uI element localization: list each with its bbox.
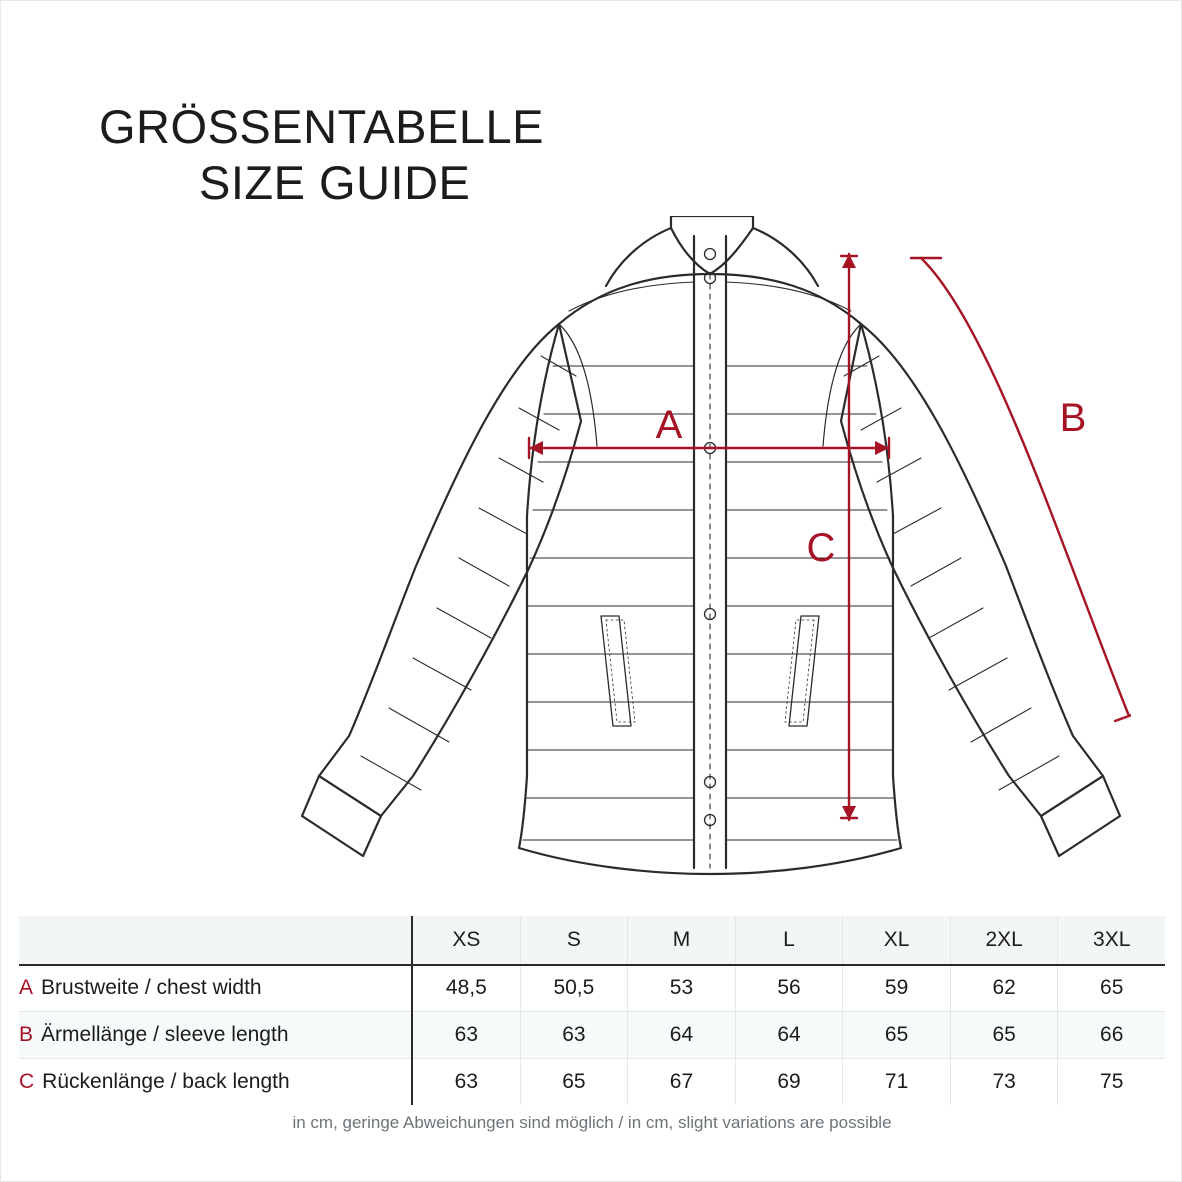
cell-chest-3xl: 65 <box>1058 965 1165 1012</box>
label-c: C <box>806 526 836 570</box>
header-size-xl: XL <box>843 916 951 965</box>
label-a: A <box>655 403 683 447</box>
table-header-row <box>19 916 1165 965</box>
row-label-chest <box>19 965 412 1012</box>
title-line-english: SIZE GUIDE <box>199 156 471 209</box>
cell-back-m: 67 <box>628 1059 736 1106</box>
header-size-3xl: 3XL <box>1058 916 1165 965</box>
cell-sleeve-s: 63 <box>520 1012 628 1059</box>
jacket-illustration <box>301 216 1131 896</box>
cell-sleeve-3xl: 66 <box>1058 1012 1165 1059</box>
title-line-german: GRÖSSENTABELLE <box>99 100 544 153</box>
header-label-cell <box>19 916 412 965</box>
header-size-m: M <box>628 916 736 965</box>
label-b: B <box>1059 396 1087 440</box>
row-text-chest: Brustweite / chest width <box>41 976 262 999</box>
row-label-sleeve <box>19 1012 412 1059</box>
row-letter-b: B <box>19 1023 34 1046</box>
cell-sleeve-2xl: 65 <box>950 1012 1058 1059</box>
cell-back-s: 65 <box>520 1059 628 1106</box>
table-row <box>19 965 1165 1012</box>
row-text-back: Rückenlänge / back length <box>42 1070 290 1093</box>
cell-chest-m: 53 <box>628 965 736 1012</box>
row-text-sleeve: Ärmellänge / sleeve length <box>41 1023 289 1046</box>
cell-back-3xl: 75 <box>1058 1059 1165 1106</box>
page-title <box>99 99 799 211</box>
row-letter-c: C <box>19 1070 35 1093</box>
row-letter-a: A <box>19 976 34 999</box>
cell-chest-xl: 59 <box>843 965 951 1012</box>
cell-back-2xl: 73 <box>950 1059 1058 1106</box>
cell-back-xl: 71 <box>843 1059 951 1106</box>
cell-chest-s: 50,5 <box>520 965 628 1012</box>
size-table <box>19 916 1165 1105</box>
header-size-2xl: 2XL <box>950 916 1058 965</box>
cell-back-l: 69 <box>735 1059 843 1106</box>
cell-sleeve-xs: 63 <box>412 1012 520 1059</box>
cell-sleeve-xl: 65 <box>843 1012 951 1059</box>
cell-chest-l: 56 <box>735 965 843 1012</box>
header-size-xs: XS <box>412 916 520 965</box>
header-size-l: L <box>735 916 843 965</box>
cell-sleeve-m: 64 <box>628 1012 736 1059</box>
table-row <box>19 1012 1165 1059</box>
cell-sleeve-l: 64 <box>735 1012 843 1059</box>
cell-chest-xs: 48,5 <box>412 965 520 1012</box>
footnote-text: in cm, geringe Abweichungen sind möglich / in cm, slight variations are possible <box>292 1113 892 1132</box>
table-header-divider <box>19 964 1165 966</box>
cell-back-xs: 63 <box>412 1059 520 1106</box>
header-size-s: S <box>520 916 628 965</box>
table-row <box>19 1059 1165 1106</box>
cell-chest-2xl: 62 <box>950 965 1058 1012</box>
row-label-back <box>19 1059 412 1106</box>
